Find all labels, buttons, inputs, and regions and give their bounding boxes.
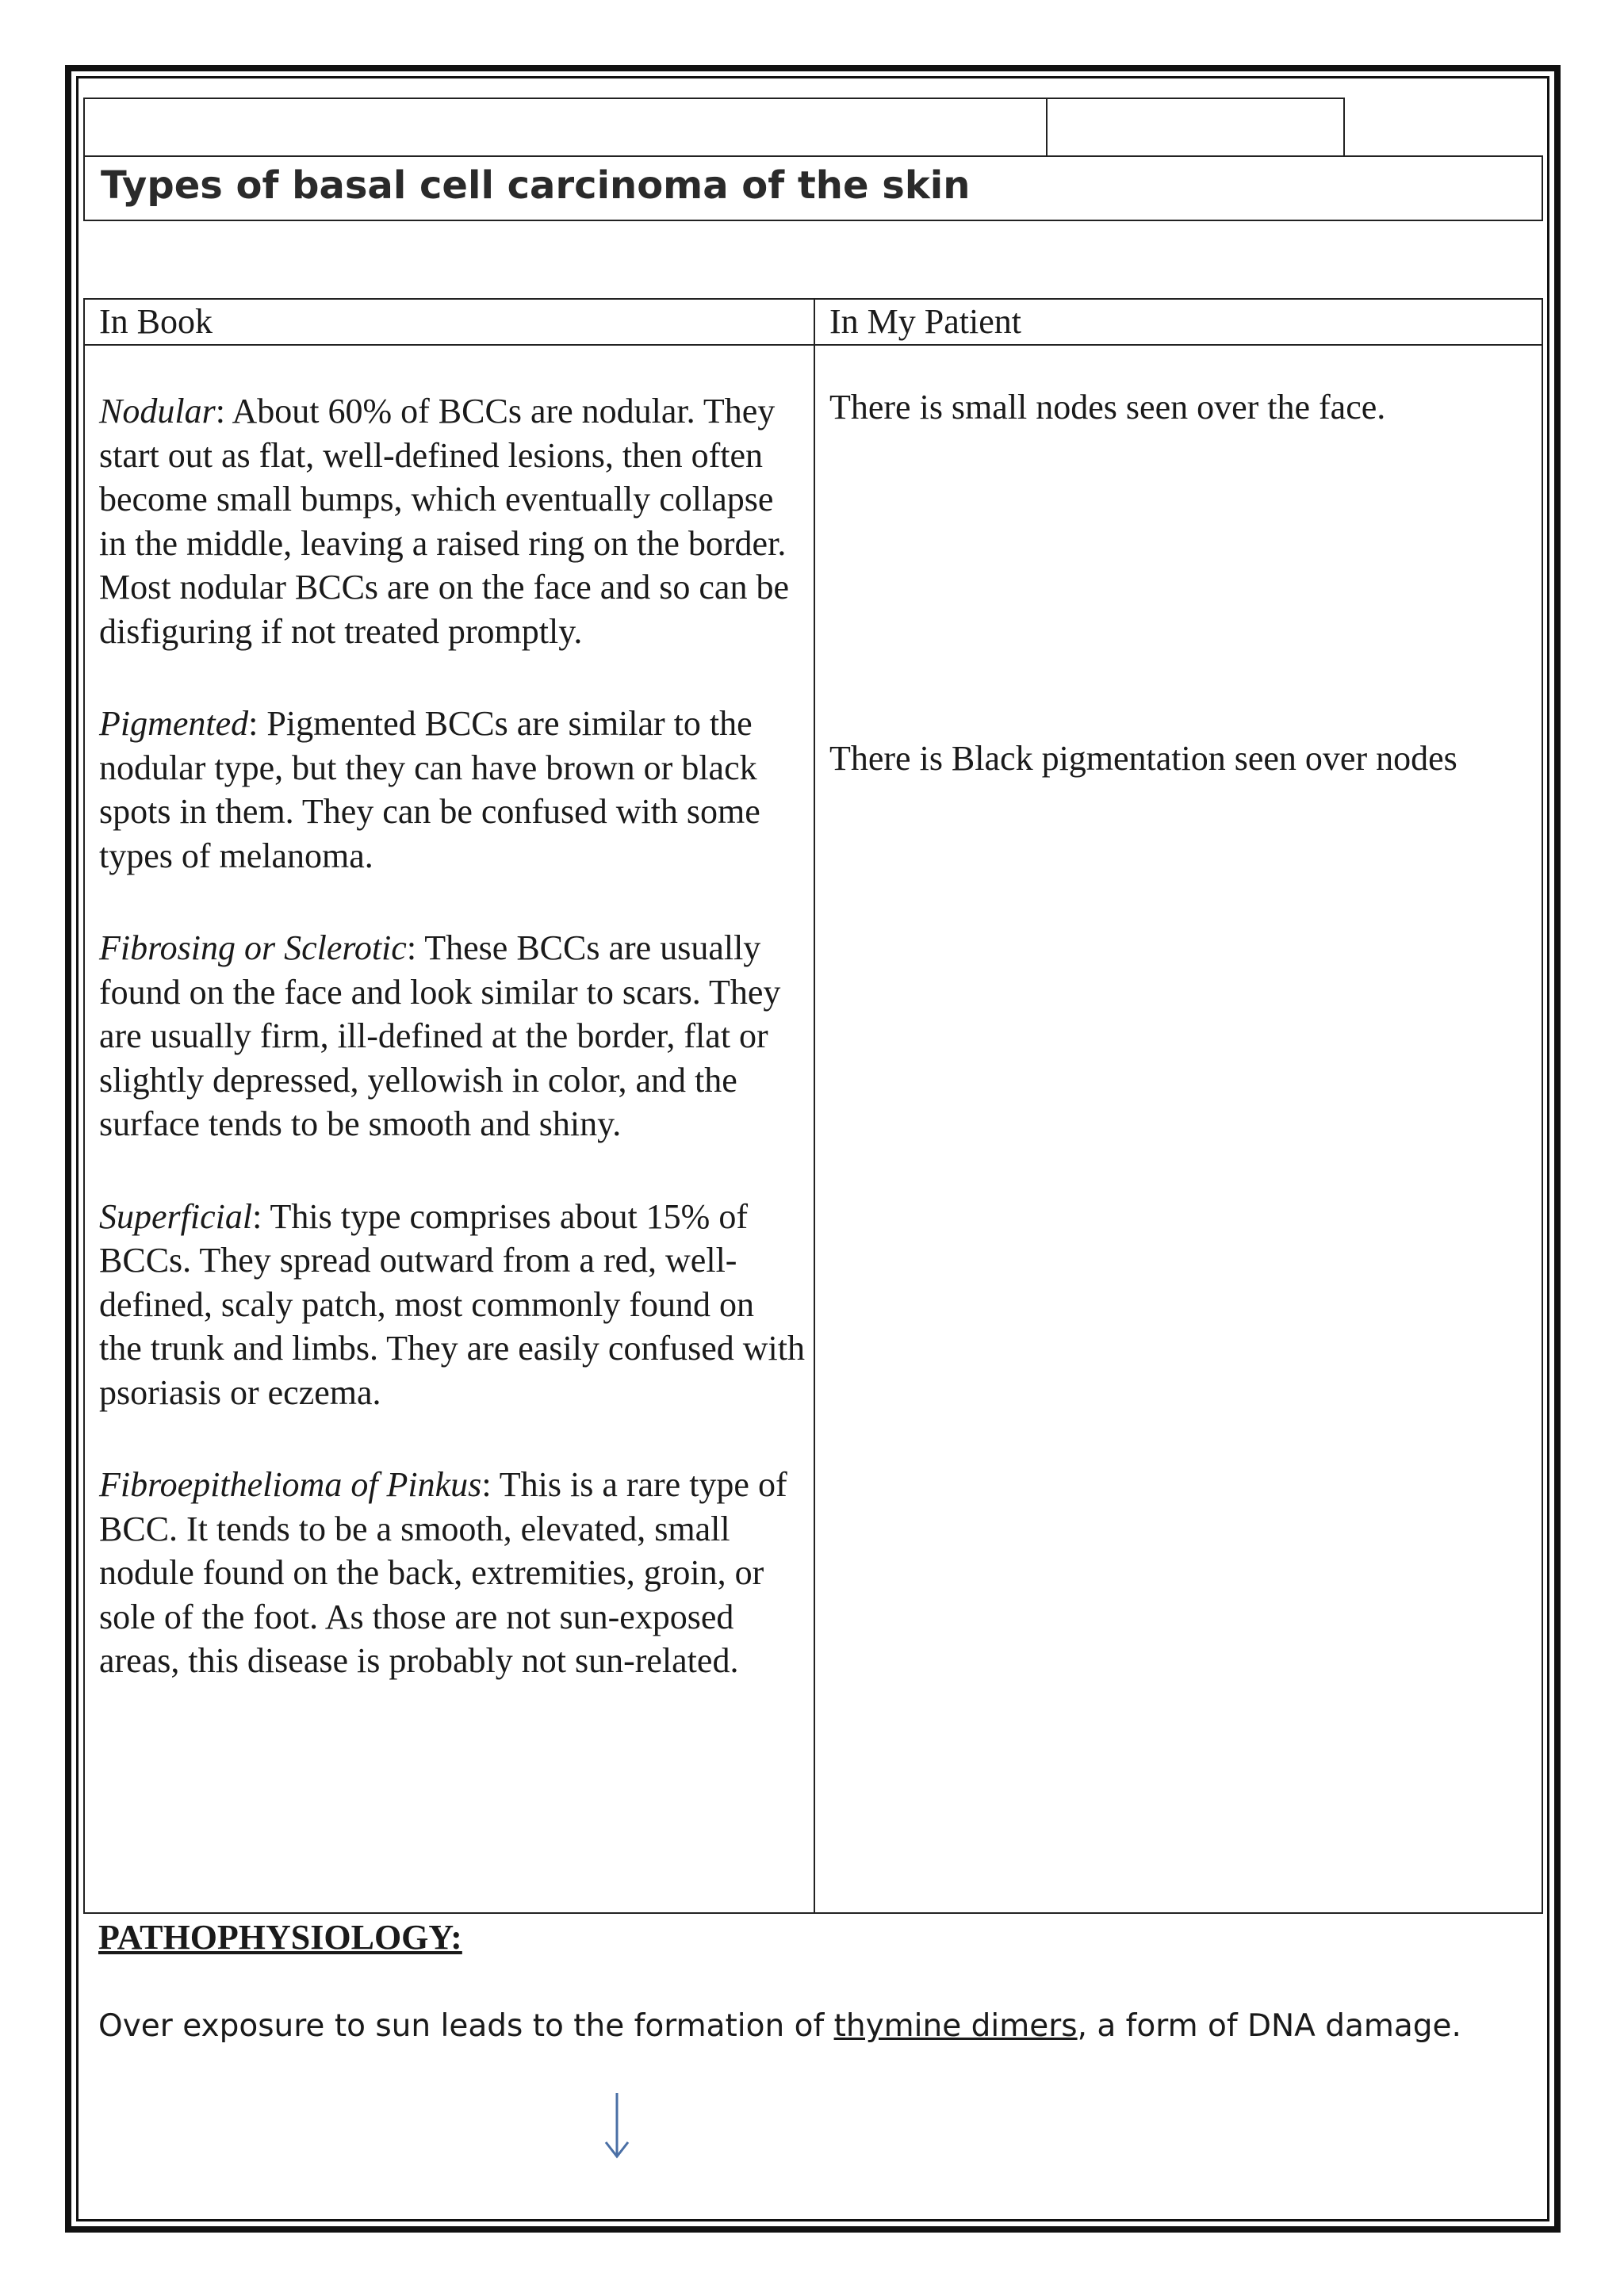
header-field-blank bbox=[83, 98, 1048, 157]
down-arrow-icon bbox=[601, 2090, 633, 2161]
header-field-blank-small bbox=[1046, 98, 1345, 157]
patient-note-nodes: There is small nodes seen over the face. bbox=[829, 388, 1386, 427]
patho-text-after: , a form of DNA damage. bbox=[1077, 2008, 1461, 2044]
entry-text: : About 60% of BCCs are nodular. They start out as flat, well-defined lesions, then often become small bumps, which eventually collapse in the middle, leaving a raised ring on the border. Most nodular BCCs are on the face and so can be disfiguring if not treated promptly. bbox=[99, 392, 789, 651]
pathophysiology-heading: PATHOPHYSIOLOGY: bbox=[98, 1918, 462, 1957]
column-divider bbox=[814, 300, 815, 1912]
entry-text: : Pigmented BCCs are similar to the nodular type, but they can have brown or black spots in them. They can be confused with some types of melanoma. bbox=[99, 704, 760, 875]
book-entry-fibrosing bbox=[99, 926, 805, 1146]
book-entry-pigmented bbox=[99, 702, 805, 878]
entry-term: Fibrosing or Sclerotic bbox=[99, 928, 407, 967]
in-book-column bbox=[99, 389, 805, 1732]
entry-term: Fibroepithelioma of Pinkus bbox=[99, 1465, 482, 1504]
title-box bbox=[83, 155, 1543, 221]
header-divider bbox=[85, 344, 1542, 346]
entry-text: : This is a rare type of BCC. It tends to be a smooth, elevated, small nodule found on the back, extremities, groin, or sole of the foot. As those are not sun-exposed areas, this disease is probably not sun-related. bbox=[99, 1465, 787, 1680]
patho-text-underlined: thymine dimers bbox=[833, 2008, 1078, 2044]
page-title: Types of basal cell carcinoma of the skin bbox=[101, 163, 971, 208]
entry-term: Nodular bbox=[99, 392, 216, 430]
entry-text: : These BCCs are usually found on the face and look similar to scars. They are usually firm, ill-defined at the border, flat or slightly depressed, yellowish in color, and the surface tends to be smooth and shiny. bbox=[99, 928, 781, 1143]
column-header-in-book: In Book bbox=[99, 302, 213, 341]
book-entry-superficial bbox=[99, 1195, 805, 1415]
patho-text-before: Over exposure to sun leads to the formation of bbox=[98, 2008, 834, 2044]
entry-text: : This type comprises about 15% of BCCs. They spread outward from a red, well-defined, scaly patch, most commonly found on the trunk and limbs. They are easily confused with psoriasis or eczema. bbox=[99, 1196, 805, 1412]
entry-term: Superficial bbox=[99, 1196, 253, 1236]
entry-term: Pigmented bbox=[99, 704, 249, 743]
patient-note-pigmentation: There is Black pigmentation seen over nodes bbox=[829, 739, 1457, 778]
book-entry-nodular bbox=[99, 389, 805, 653]
pathophysiology-text bbox=[98, 2008, 1461, 2044]
book-entry-fibroepithelioma bbox=[99, 1463, 805, 1683]
column-header-in-my-patient: In My Patient bbox=[829, 302, 1021, 341]
comparison-table bbox=[83, 298, 1543, 1914]
